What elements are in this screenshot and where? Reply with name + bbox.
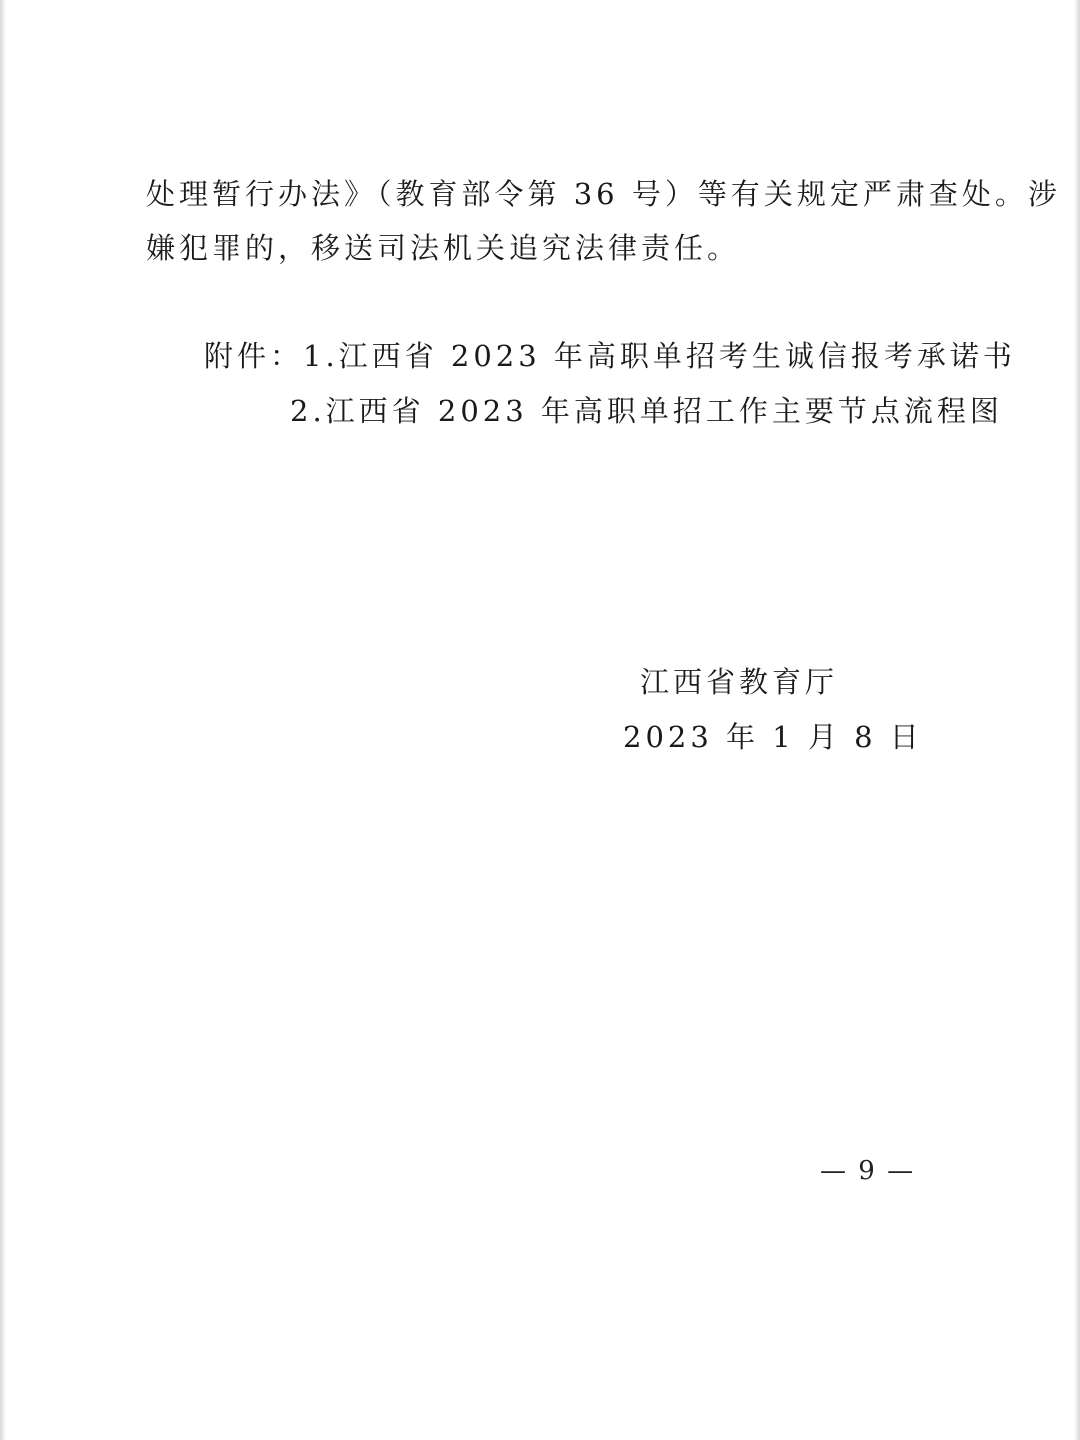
page-left-edge	[0, 0, 6, 1440]
issue-date: 2023 年 1 月 8 日	[623, 720, 923, 754]
page-number: — 9 —	[820, 1156, 916, 1186]
body-text-line: 处理暂行办法》（教育部令第 36 号）等有关规定严肃查处。涉	[146, 177, 1061, 211]
attachment-item: 附件：1.江西省 2023 年高职单招考生诚信报考承诺书	[204, 339, 1016, 373]
body-text-line: 嫌犯罪的，移送司法机关追究法律责任。	[146, 231, 741, 265]
issuer-name: 江西省教育厅	[640, 665, 839, 699]
attachment-item: 2.江西省 2023 年高职单招工作主要节点流程图	[290, 394, 1003, 428]
page-right-edge	[1074, 0, 1080, 1440]
